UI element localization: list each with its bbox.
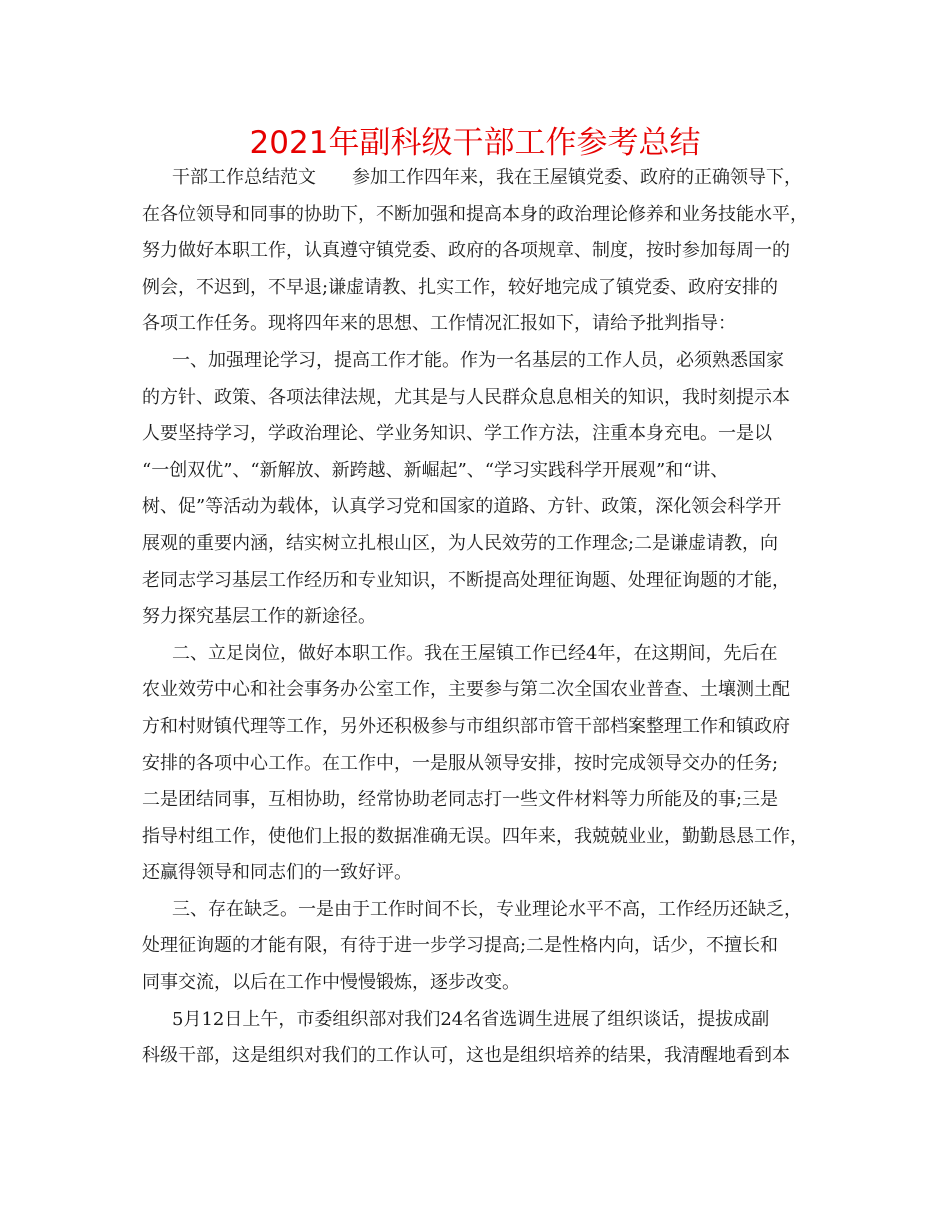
document-body — [142, 160, 832, 1075]
text-line: 方和村财镇代理等工作，另外还积极参与市组织部市管干部档案整理工作和镇政府 — [142, 715, 790, 737]
text-line: “一创双优”、“新解放、新跨越、新崛起”、“学习实践科学开展观”和“讲、 — [142, 459, 729, 481]
text-line: 努力探究基层工作的新途径。 — [142, 606, 376, 628]
text-line: 老同志学习基层工作经历和专业知识，不断提高处理征询题、处理征询题的才能， — [142, 569, 790, 591]
text-line: 还赢得领导和同志们的一致好评。 — [142, 862, 412, 884]
text-line: 例会，不迟到，不早退;谦虚请教、扎实工作，较好地完成了镇党委、政府安排的 — [142, 276, 779, 298]
text-line: 科级干部，这是组织对我们的工作认可，这也是组织培养的结果，我清醒地看到本 — [142, 1045, 790, 1067]
text-line: 指导村组工作，使他们上报的数据准确无误。四年来，我兢兢业业，勤勤恳恳工作， — [142, 825, 808, 847]
text-line: 5月12日上午，市委组织部对我们24名省选调生进展了组织谈话，提拔成副 — [172, 1008, 770, 1030]
text-line: 安排的各项中心工作。在工作中，一是服从领导安排，按时完成领导交办的任务; — [142, 752, 779, 774]
text-line: 一、加强理论学习，提高工作才能。作为一名基层的工作人员，必须熟悉国家 — [172, 349, 784, 371]
text-line: 努力做好本职工作，认真遵守镇党委、政府的各项规章、制度，按时参加每周一的 — [142, 240, 790, 262]
text-line: 农业效劳中心和社会事务办公室工作，主要参与第二次全国农业普查、土壤测土配 — [142, 679, 790, 701]
text-line: 人要坚持学习，学政治理论、学业务知识、学工作方法，注重本身充电。一是以 — [142, 423, 772, 445]
text-line: 树、促”等活动为载体，认真学习党和国家的道路、方针、政策，深化领会科学开 — [142, 496, 782, 518]
text-line: 的方针、政策、各项法律法规，尤其是与人民群众息息相关的知识，我时刻提示本 — [142, 386, 790, 408]
text-line: 干部工作总结范文 参加工作四年来，我在王屋镇党委、政府的正确领导下， — [172, 167, 802, 188]
document-title: 2021年副科级干部工作参考总结 — [249, 125, 701, 161]
text-line: 二、立足岗位，做好本职工作。我在王屋镇工作已经4年，在这期间，先后在 — [172, 642, 778, 664]
text-line: 展观的重要内涵，结实树立扎根山区，为人民效劳的工作理念;二是谦虚请教，向 — [142, 532, 779, 554]
text-line: 三、存在缺乏。一是由于工作时间不长，专业理论水平不高，工作经历还缺乏， — [172, 898, 802, 920]
text-line: 二是团结同事，互相协助，经常协助老同志打一些文件材料等力所能及的事;三是 — [142, 789, 779, 811]
text-line: 处理征询题的才能有限，有待于进一步学习提高;二是性格内向，话少，不擅长和 — [142, 935, 779, 957]
text-line: 在各位领导和同事的协助下，不断加强和提高本身的政治理论修养和业务技能水平， — [142, 203, 808, 225]
text-line: 各项工作任务。现将四年来的思想、工作情况汇报如下，请给予批判指导： — [142, 313, 736, 335]
text-line: 同事交流，以后在工作中慢慢锻炼，逐步改变。 — [142, 972, 520, 994]
